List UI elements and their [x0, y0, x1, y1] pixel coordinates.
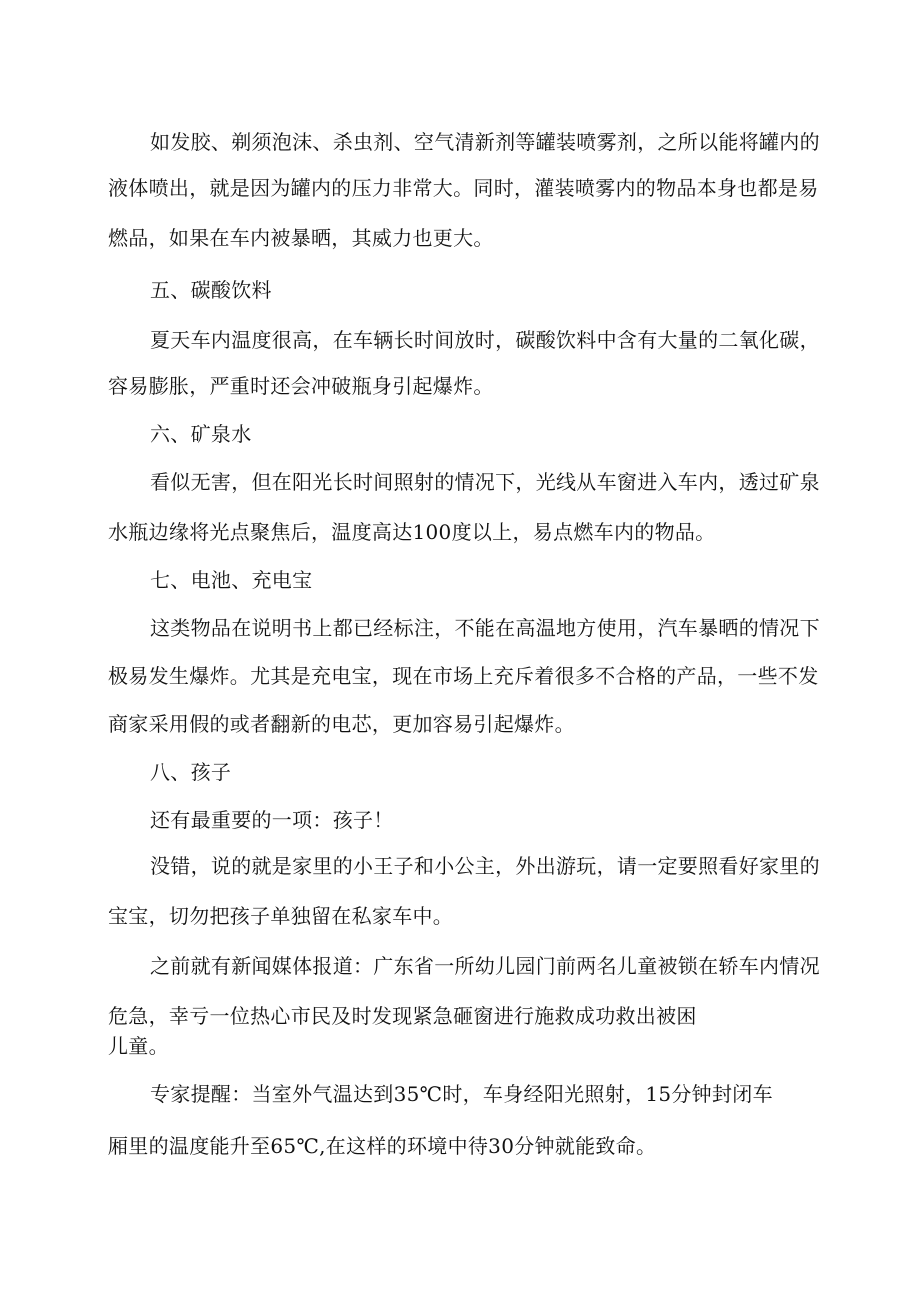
paragraph-line: 还有最重要的一项：孩子！	[150, 808, 394, 832]
paragraph-line: 儿童。	[108, 1034, 169, 1058]
section-heading: 五、碳酸饮料	[150, 278, 272, 302]
paragraph-line: 极易发生爆炸。尤其是充电宝，现在市场上充斥着很多不合格的产品，一些不发	[108, 664, 819, 688]
section-heading: 七、电池、充电宝	[150, 568, 313, 592]
paragraph-line: 商家采用假的或者翻新的电芯，更加容易引起爆炸。	[108, 712, 575, 736]
paragraph-line: 看似无害，但在阳光长时间照射的情况下，光线从车窗进入车内，透过矿泉	[150, 470, 820, 494]
paragraph-line: 专家提醒：当室外气温达到35℃时，车身经阳光照射，15分钟封闭车	[150, 1082, 773, 1106]
paragraph-line: 之前就有新闻媒体报道：广东省一所幼儿园门前两名儿童被锁在轿车内情况	[150, 954, 820, 978]
paragraph-line: 没错，说的就是家里的小王子和小公主，外出游玩，请一定要照看好家里的	[150, 854, 820, 878]
paragraph-line: 这类物品在说明书上都已经标注，不能在高温地方使用，汽车暴晒的情况下	[150, 616, 820, 640]
paragraph-line: 水瓶边缘将光点聚焦后，温度高达100度以上，易点燃车内的物品。	[108, 520, 716, 544]
paragraph-line: 燃品，如果在车内被暴晒，其威力也更大。	[108, 226, 494, 250]
paragraph-line: 危急，幸亏一位热心市民及时发现紧急砸窗进行施救成功救出被困	[108, 1004, 697, 1028]
paragraph-line: 宝宝，切勿把孩子单独留在私家车中。	[108, 904, 454, 928]
paragraph-line: 容易膨胀，严重时还会冲破瓶身引起爆炸。	[108, 374, 494, 398]
section-heading: 八、孩子	[150, 760, 232, 784]
paragraph-line: 厢里的温度能升至65℃,在这样的环境中待30分钟就能致命。	[108, 1134, 657, 1158]
paragraph-line: 如发胶、剃须泡沫、杀虫剂、空气清新剂等罐装喷雾剂，之所以能将罐内的	[150, 130, 820, 154]
paragraph-line: 液体喷出，就是因为罐内的压力非常大。同时，灌装喷雾内的物品本身也都是易	[108, 176, 819, 200]
section-heading: 六、矿泉水	[150, 422, 252, 446]
paragraph-line: 夏天车内温度很高，在车辆长时间放时，碳酸饮料中含有大量的二氧化碳，	[150, 328, 820, 352]
